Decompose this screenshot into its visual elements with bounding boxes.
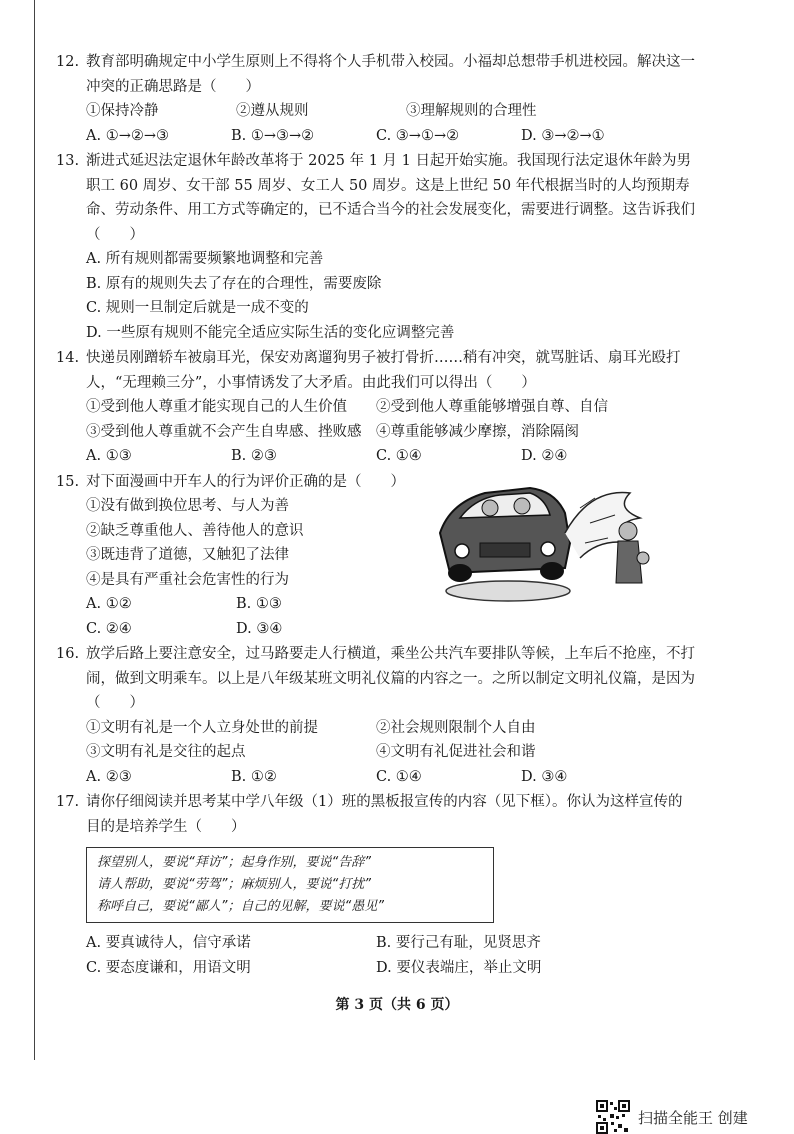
option-c: C. ①④ bbox=[376, 448, 422, 464]
statement: ③既违背了道德，又触犯了法律 bbox=[86, 547, 289, 563]
box-line: 探望别人，要说“拜访”；起身作别，要说“告辞” bbox=[97, 855, 371, 870]
statement: ④尊重能够减少摩擦，消除隔阂 bbox=[376, 423, 579, 440]
blackboard-box bbox=[86, 847, 494, 923]
statement: ①文明有礼是一个人立身处世的前提 bbox=[86, 719, 318, 736]
statement: ④是具有严重社会危害性的行为 bbox=[86, 571, 289, 588]
answer-options bbox=[56, 124, 696, 149]
statement-row bbox=[56, 420, 696, 445]
statement-row bbox=[56, 395, 696, 420]
option-c: C. 规则一旦制定后就是一成不变的 bbox=[86, 300, 309, 316]
statement-list bbox=[56, 99, 696, 124]
question-number: 14. bbox=[56, 350, 80, 366]
statement: ④文明有礼促进社会和谐 bbox=[376, 744, 536, 760]
statement: ①保持冷静 bbox=[86, 103, 159, 119]
option-b: B. ②③ bbox=[231, 448, 277, 464]
question-stem: 对下面漫画中开车人的行为评价正确的是（ ） bbox=[86, 473, 405, 490]
option-b: B. 要行己有耻，见贤思齐 bbox=[376, 935, 541, 951]
question-stem: 快递员刚蹭轿车被扇耳光，保安劝离遛狗男子被打骨折……稍有冲突，就骂脏话、扇耳光殴打人，“无理赖三分”，小事情诱发了大矛盾。由此我们可以得出（ ） bbox=[86, 350, 681, 391]
scanner-label: 扫描全能王 创建 bbox=[638, 1108, 748, 1127]
statement-row bbox=[56, 740, 696, 765]
question-number: 12. bbox=[56, 54, 80, 70]
option-a: A. ①② bbox=[86, 596, 132, 612]
statement: ③理解规则的合理性 bbox=[406, 103, 537, 119]
question-stem: 请你仔细阅读并思考某中学八年级（1）班的黑板报宣传的内容（见下框）。你认为这样宣传的目的是培养学生（ ） bbox=[86, 794, 683, 835]
box-line: 请人帮助，要说“劳驾”；麻烦别人，要说“打扰” bbox=[97, 877, 371, 892]
option-c: C. ③→①→② bbox=[376, 127, 460, 144]
option-b: B. ①② bbox=[231, 768, 277, 785]
answer-options bbox=[56, 931, 696, 956]
question-stem: 教育部明确规定中小学生原则上不得将个人手机带入校园。小福却总想带手机进校园。解决这一冲突的正确思路是（ ） bbox=[86, 54, 695, 95]
question-16 bbox=[56, 642, 696, 789]
option-d: D. ③④ bbox=[236, 620, 283, 637]
car-splash-cartoon bbox=[430, 463, 656, 608]
question-number: 17. bbox=[56, 794, 80, 810]
statement-row bbox=[56, 716, 696, 741]
option-a: A. ②③ bbox=[86, 768, 132, 785]
option-a: A. ①→②→③ bbox=[86, 127, 169, 144]
option-a: A. 所有规则都需要频繁地调整和完善 bbox=[86, 251, 324, 267]
option-c: C. ①④ bbox=[376, 768, 422, 785]
question-number: 13. bbox=[56, 153, 80, 169]
statement: ①没有做到换位思考、与人为善 bbox=[86, 498, 289, 514]
statement: ②受到他人尊重能够增强自尊、自信 bbox=[376, 399, 608, 415]
option-d: D. 要仪表端庄，举止文明 bbox=[376, 959, 542, 976]
option-b: B. ①③ bbox=[236, 596, 282, 612]
question-17 bbox=[56, 790, 696, 980]
answer-options bbox=[56, 617, 696, 642]
question-13 bbox=[56, 149, 696, 345]
binding-line bbox=[34, 0, 35, 1060]
question-stem: 放学后路上要注意安全，过马路要走人行横道，乘坐公共汽车要排队等候，上车后不抢座，不打闹，做到文明乘车。以上是八年级某班文明礼仪篇的内容之一。之所以制定文明礼仪篇，是因为（ ） bbox=[86, 646, 695, 711]
option-d: D. 一些原有规则不能完全适应实际生活的变化应调整完善 bbox=[86, 324, 455, 341]
question-stem: 渐进式延迟法定退休年龄改革将于 2025 年 1 月 1 日起开始实施。我国现行法定退休年龄为男职工 60 周岁、女干部 55 周岁、女工人 50 周岁。这是上世纪 50 年代根据当时的人均预期寿命、劳动条件、用工方式等确定的，已不适合当今的社会发展变化，需要进行调整。这告诉我们（ ） bbox=[86, 153, 695, 243]
option-c: C. ②④ bbox=[86, 620, 132, 637]
statement: ②社会规则限制个人自由 bbox=[376, 719, 536, 736]
option-c: C. 要态度谦和，用语文明 bbox=[86, 959, 251, 976]
question-14 bbox=[56, 346, 696, 469]
option-d: D. ③→②→① bbox=[521, 127, 605, 144]
option-a: A. 要真诚待人，信守承诺 bbox=[86, 935, 251, 951]
statement: ③受到他人尊重就不会产生自卑感、挫败感 bbox=[86, 423, 362, 440]
statement: ③文明有礼是交往的起点 bbox=[86, 744, 246, 760]
statement: ②缺乏尊重他人、善待他人的意识 bbox=[86, 522, 304, 539]
answer-options bbox=[56, 956, 696, 981]
qr-code-icon bbox=[596, 1100, 630, 1134]
question-number: 15. bbox=[56, 473, 80, 490]
page-footer: 第 3 页（共 6 页） bbox=[335, 997, 459, 1013]
option-a: A. ①③ bbox=[86, 448, 132, 464]
statement: ②遵从规则 bbox=[236, 103, 309, 119]
option-b: B. ①→③→② bbox=[231, 127, 315, 144]
box-line: 称呼自己，要说“鄙人”；自己的见解，要说“愚见” bbox=[97, 899, 384, 914]
option-d: D. ②④ bbox=[521, 448, 568, 464]
question-number: 16. bbox=[56, 646, 80, 662]
option-b: B. 原有的规则失去了存在的合理性，需要废除 bbox=[86, 275, 382, 292]
statement: ①受到他人尊重才能实现自己的人生价值 bbox=[86, 399, 347, 415]
answer-options bbox=[56, 765, 696, 790]
question-12 bbox=[56, 50, 696, 148]
scanner-watermark bbox=[596, 1100, 748, 1134]
option-d: D. ③④ bbox=[521, 768, 568, 785]
